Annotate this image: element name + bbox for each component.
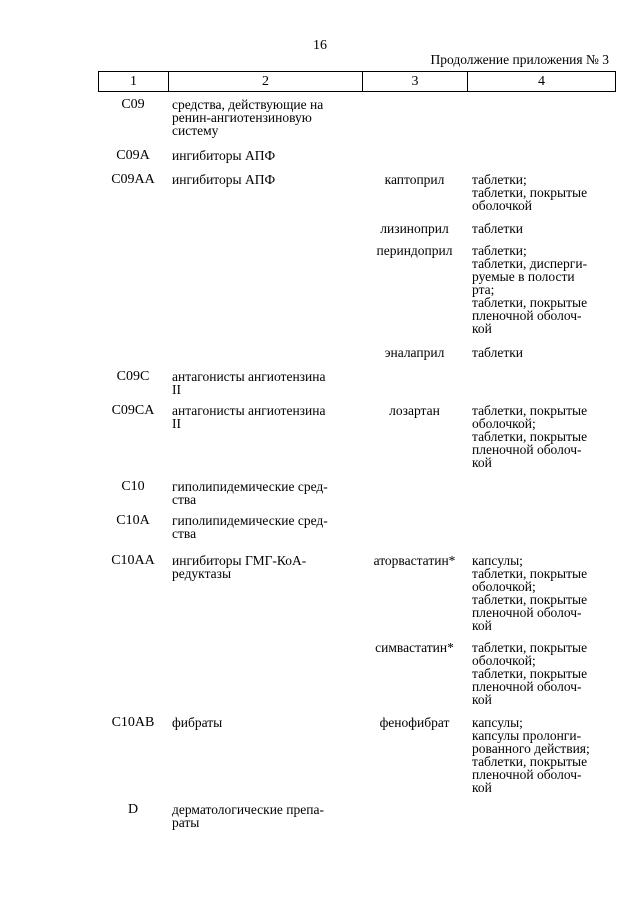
dosage-forms: таблетки xyxy=(472,345,524,360)
group-name: средства, действующие на ренин-ангиотензиновую систему xyxy=(172,97,324,138)
column-header-table xyxy=(98,71,616,92)
drug-name: каптоприл xyxy=(384,172,445,187)
column-header: 2 xyxy=(169,72,363,92)
dosage-forms: таблетки; таблетки, дисперги- руемые в полости рта; таблетки, покрытые пленочной оболоч- кой xyxy=(472,243,588,336)
atc-code: C09CA xyxy=(111,403,155,418)
table-row xyxy=(98,716,615,803)
table-row xyxy=(98,173,615,222)
continuation-label: Продолжение приложения № 3 xyxy=(430,52,609,67)
drug-name: фенофибрат xyxy=(379,715,450,730)
group-name: ингибиторы АПФ xyxy=(172,148,276,163)
atc-code: C09C xyxy=(116,369,150,384)
page-number: 16 xyxy=(313,38,327,53)
table-row xyxy=(98,480,615,514)
group-name: ингибиторы ГМГ-КоА- редуктазы xyxy=(172,553,307,581)
dosage-forms: капсулы; таблетки, покрытые оболочкой; таблетки, покрытые пленочной оболоч- кой xyxy=(472,553,588,633)
table-row xyxy=(98,98,615,149)
table-row xyxy=(98,641,615,716)
table-body xyxy=(98,98,615,833)
atc-code: C10AA xyxy=(111,553,155,568)
atc-code: C09AA xyxy=(111,172,155,187)
dosage-forms: таблетки; таблетки, покрытые оболочкой xyxy=(472,172,588,213)
atc-code: D xyxy=(127,802,139,817)
column-header: 4 xyxy=(468,72,616,92)
table-row xyxy=(98,222,615,244)
table-row xyxy=(98,554,615,641)
drug-name: эналаприл xyxy=(384,345,445,360)
table-row xyxy=(98,514,615,554)
table-row xyxy=(98,149,615,173)
atc-code: C10 xyxy=(121,479,145,494)
group-name: фибраты xyxy=(172,715,223,730)
atc-code: C10AB xyxy=(111,715,155,730)
drug-name: симвастатин* xyxy=(375,640,454,655)
atc-code: C09A xyxy=(116,148,150,163)
column-header: 3 xyxy=(363,72,468,92)
table-row xyxy=(98,346,615,370)
column-header-row xyxy=(99,72,616,92)
group-name: антагонисты ангиотензина II xyxy=(172,403,326,431)
drug-name: аторвастатин* xyxy=(373,553,456,568)
drug-name: лизиноприл xyxy=(380,221,449,236)
table-row xyxy=(98,803,615,833)
group-name: гиполипидемические сред- ства xyxy=(172,479,328,507)
atc-code: C10A xyxy=(116,513,150,528)
group-name: дерматологические препа- раты xyxy=(172,802,324,830)
group-name: гиполипидемические сред- ства xyxy=(172,513,328,541)
atc-code: C09 xyxy=(121,97,145,112)
group-name: ингибиторы АПФ xyxy=(172,172,276,187)
dosage-forms: таблетки, покрытые оболочкой; таблетки, покрытые пленочной оболоч- кой xyxy=(472,640,588,707)
table-row xyxy=(98,244,615,346)
dosage-forms: таблетки, покрытые оболочкой; таблетки, покрытые пленочной оболоч- кой xyxy=(472,403,588,470)
dosage-forms: таблетки xyxy=(472,221,524,236)
dosage-forms: капсулы; капсулы пролонги- рованного действия; таблетки, покрытые пленочной оболоч- кой xyxy=(472,715,590,795)
drug-name: лозартан xyxy=(389,403,440,418)
table-row xyxy=(98,370,615,404)
table-row xyxy=(98,404,615,480)
drug-name: периндоприл xyxy=(376,243,453,258)
group-name: антагонисты ангиотензина II xyxy=(172,369,326,397)
column-header: 1 xyxy=(99,72,169,92)
